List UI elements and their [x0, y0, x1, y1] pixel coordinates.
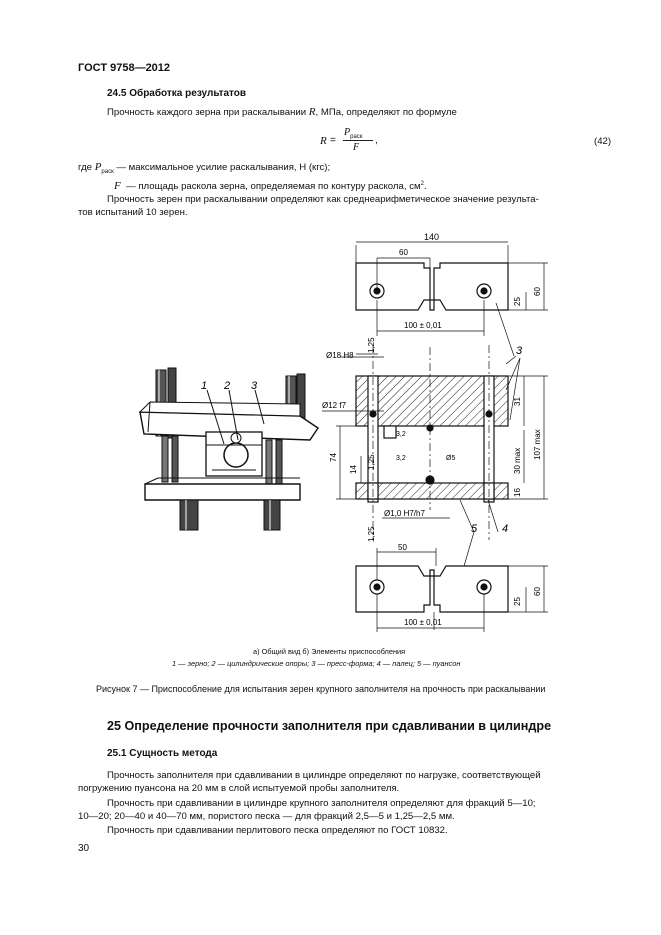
label-3a: 3: [251, 380, 258, 392]
def2-sup: 2: [420, 181, 424, 187]
general-view: [140, 368, 318, 530]
dim-30max: 30 max: [513, 447, 522, 474]
dim-50-bottom: 50: [398, 543, 407, 552]
para-line-2: тов испытаний 10 зерен.: [78, 207, 188, 218]
formula-numerator: $P_{раск}$: [344, 127, 363, 140]
label-5: 5: [471, 523, 478, 535]
def1-text: — максимальное усилие раскалывания, Н (кгс);: [116, 162, 331, 173]
dim-25-bottom: 25: [513, 597, 522, 606]
where-word: где: [78, 162, 93, 173]
p1-line1: Прочность заполнителя при сдавливании в цилиндре определяют по нагрузке, соответствующей: [107, 770, 541, 781]
dim-d1-0: Ø1,0 H7/h7: [384, 509, 425, 518]
dim-74: 74: [329, 453, 338, 462]
formula-lhs: R: [320, 135, 327, 147]
dim-31: 31: [513, 397, 522, 406]
dim-25-top: 25: [513, 297, 522, 306]
figure-views-caption: а) Общий вид б) Элементы приспособления: [253, 647, 406, 656]
p2-line2: 10—20; 20—40 и 40—70 мм, пористого песка — для фракций 2,5—5 и 1,25—2,5 мм.: [78, 811, 455, 822]
label-4: 4: [502, 523, 509, 535]
dim-125-top: 1,25: [367, 337, 376, 353]
dim-100-bottom: 100 ± 0,01: [404, 618, 442, 627]
p1-line2: погружению пуансона на 20 мм в слой испытуемой пробы заполнителя.: [78, 783, 400, 794]
p3: Прочность при сдавливании перлитового песка определяют по ГОСТ 10832.: [107, 825, 448, 836]
punch-bottom-view: [356, 548, 548, 632]
def1-symbol: $P_{раск}$: [94, 161, 114, 176]
para-line-1: Прочность зерен при раскалывании определяют как среднеарифметическое значение результа-: [107, 194, 539, 205]
dim-60-bottom: 60: [533, 587, 542, 596]
dim-d18: Ø18 H8: [326, 351, 354, 360]
def2-end: .: [423, 181, 427, 193]
formula-eq: =: [330, 135, 336, 146]
dim-140: 140: [424, 232, 440, 242]
dim-d12: Ø12 f7: [322, 401, 347, 410]
figure-legend: 1 — зерно; 2 — цилиндрические опоры; 3 — пресс-форма; 4 — палец; 5 — пуансон: [172, 659, 461, 668]
dim-16: 16: [513, 488, 522, 497]
standard-header: ГОСТ 9758—2012: [78, 62, 171, 74]
label-3b: 3: [516, 345, 523, 357]
dim-14: 14: [349, 465, 358, 474]
intro-before: Прочность каждого зерна при раскалывании: [107, 107, 307, 118]
formula-number: (42): [594, 136, 612, 147]
p2-line1: Прочность при сдавливании в цилиндре крупного заполнителя определяют для фракций 5—10;: [107, 798, 536, 809]
intro-after: , МПа, определяют по формуле: [315, 107, 457, 118]
section-25-1-title: 25.1 Сущность метода: [107, 748, 218, 759]
dim-60-top: 60: [399, 248, 408, 257]
dim-3-2-b: 3,2: [396, 455, 406, 462]
dim-107max: 107 max: [533, 429, 542, 460]
def2-text: — площадь раскола зерна, определяемая по контуру раскола, см: [126, 181, 421, 193]
formula-trail: ,: [375, 135, 378, 146]
section-25-title: 25 Определение прочности заполнителя при сдавливании в цилиндре: [107, 719, 552, 733]
intro-symbol: R: [308, 106, 316, 118]
dim-125-bottom: 1,25: [367, 526, 376, 542]
dim-3-2-a: 3,2: [396, 431, 406, 438]
dim-d5: Ø5: [446, 455, 456, 462]
dim-100-top: 100 ± 0,01: [404, 321, 442, 330]
dim-125-mid: 1,25: [367, 454, 376, 470]
section-24-5-title: 24.5 Обработка результатов: [107, 88, 247, 99]
label-2: 2: [224, 380, 231, 392]
def2-symbol: F: [114, 180, 121, 193]
label-1: 1: [201, 380, 208, 392]
formula-denominator: F: [353, 142, 360, 153]
page-number: 30: [78, 843, 90, 854]
dim-60-right: 60: [533, 287, 542, 296]
figure-caption: Рисунок 7 — Приспособление для испытания зерен крупного заполнителя на прочность при раскалывании: [96, 684, 546, 694]
